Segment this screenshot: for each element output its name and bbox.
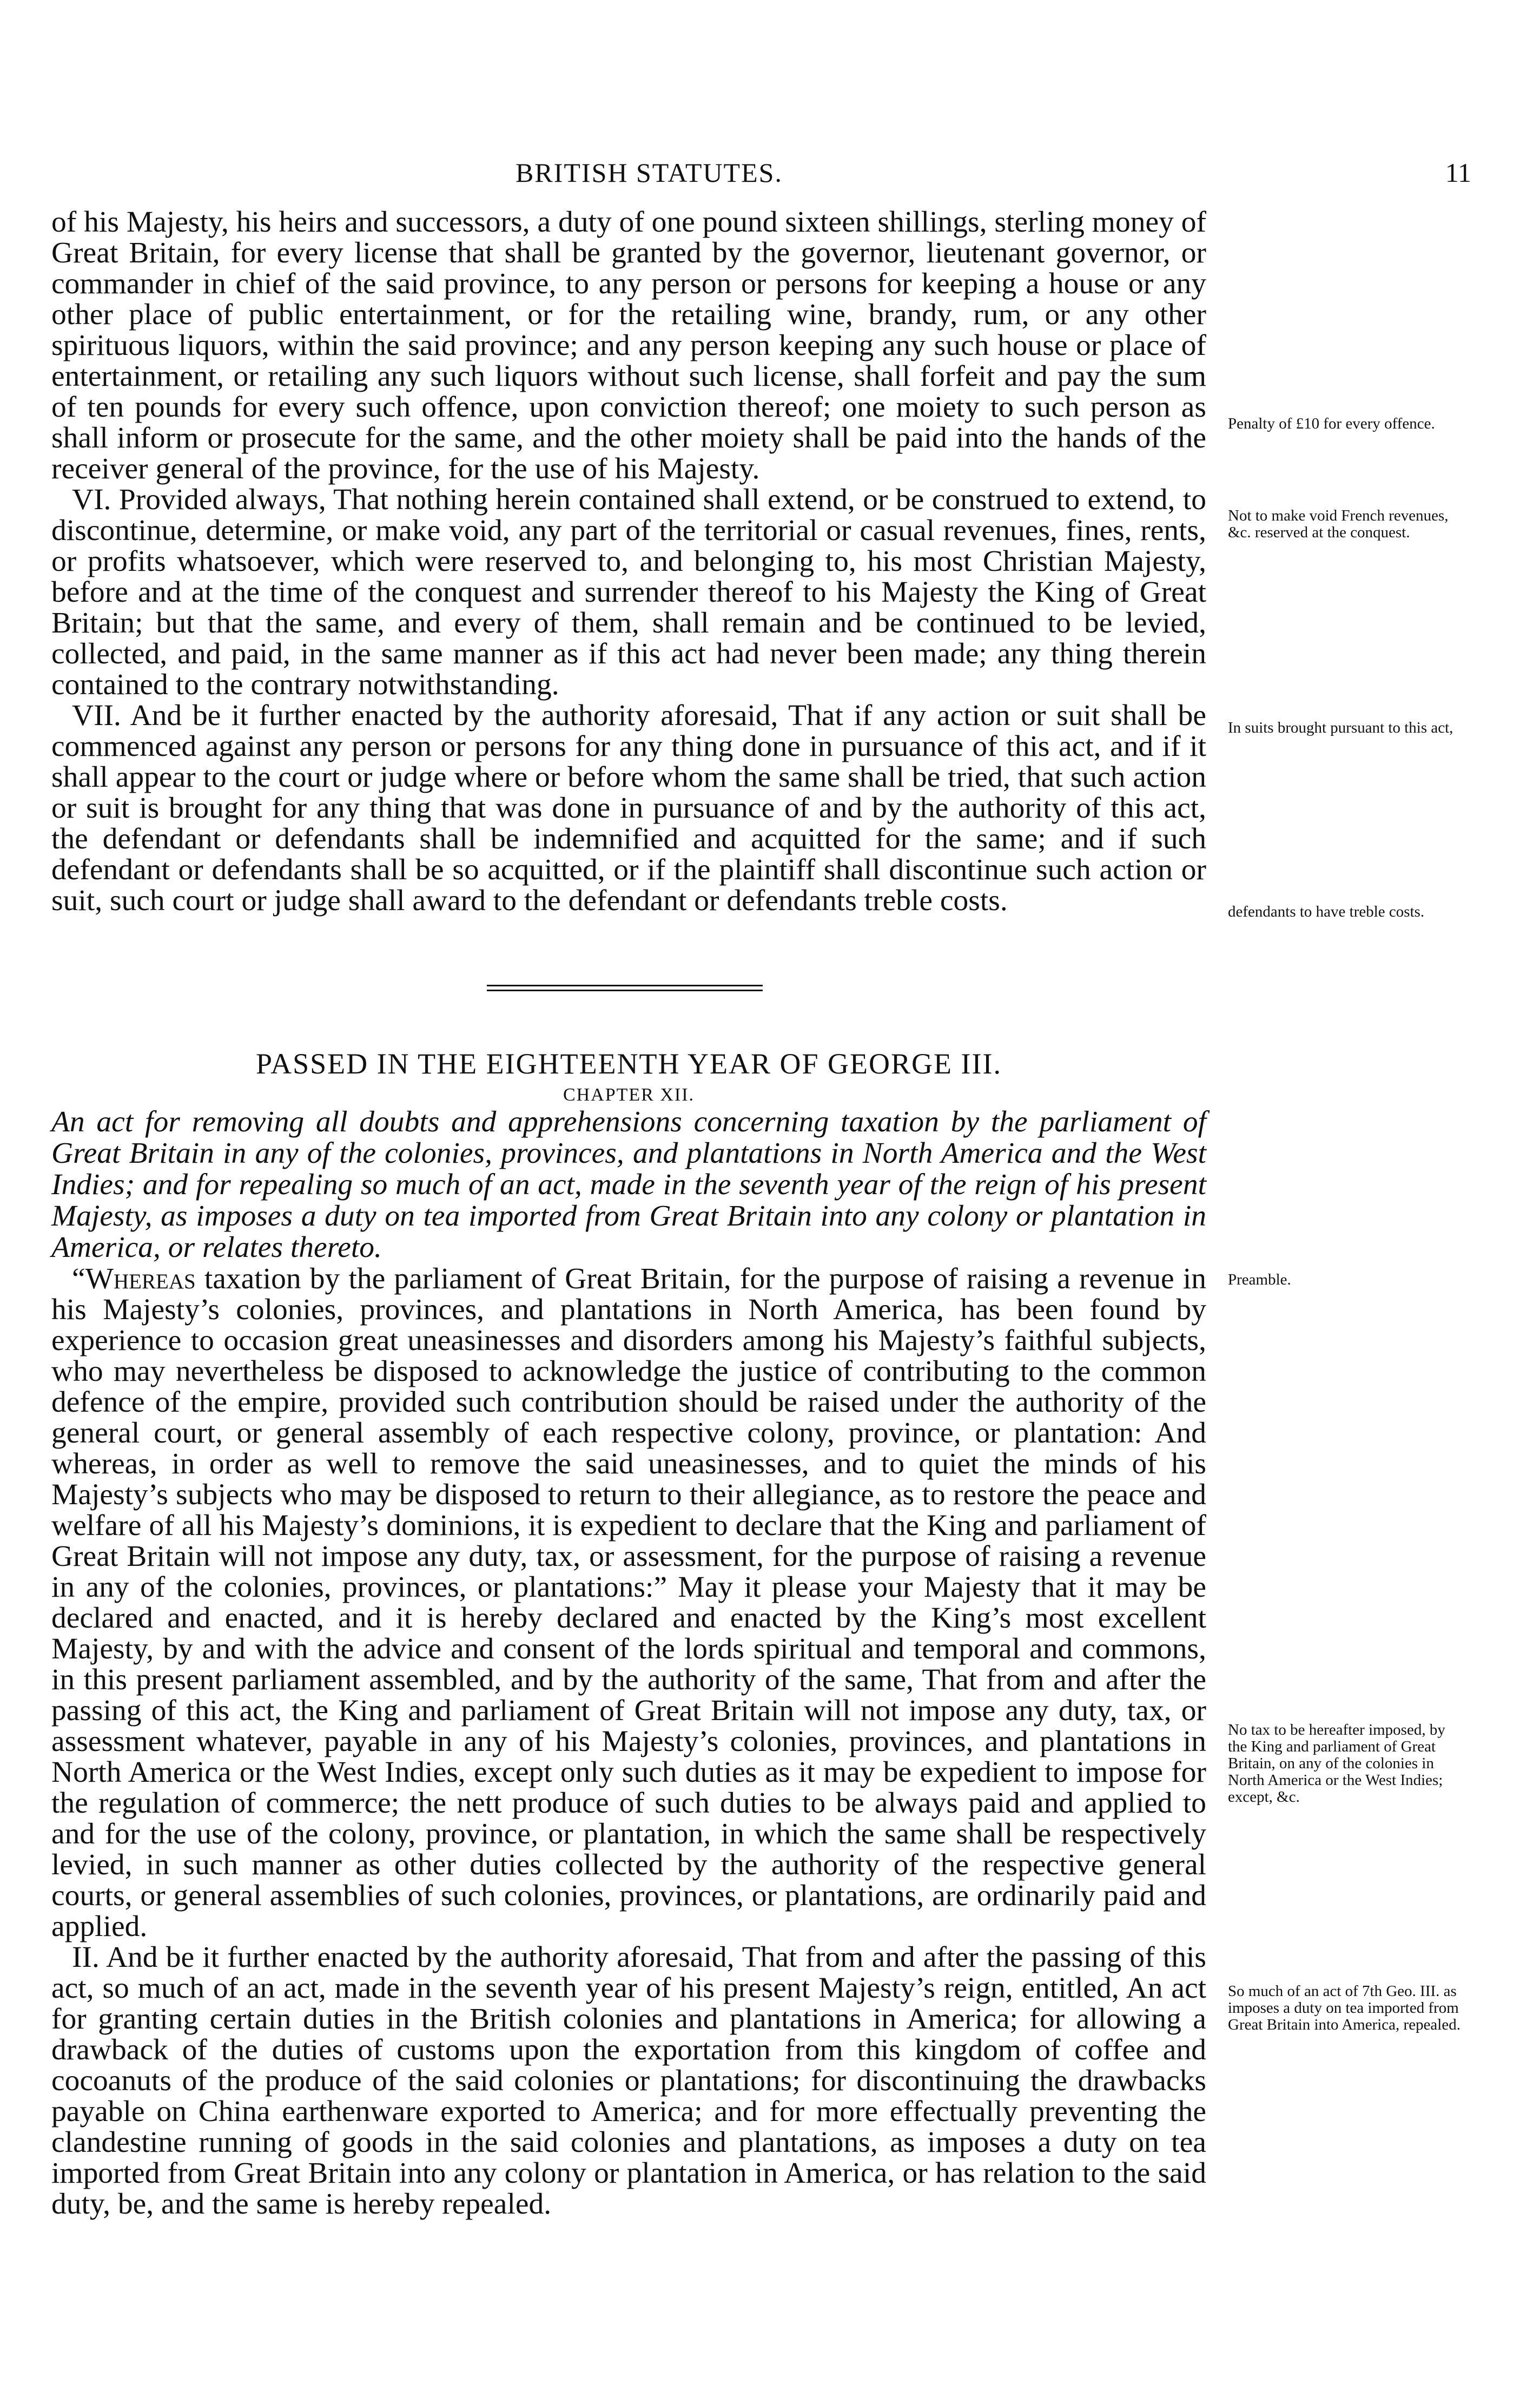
session-heading: PASSED IN THE EIGHTEENTH YEAR OF GEORGE III. xyxy=(256,1048,1002,1080)
margin-note-preamble: Preamble. xyxy=(1228,1271,1291,1288)
paragraph-continuation: of his Majesty, his heirs and successors, a duty of one pound sixteen shillings, sterling money of Great Britain, for every license that shall be granted by the governor, lieutenant governor, or commander in chief of the said province, to any person or persons for keeping a house or any other place of public entertainment, or for the retailing wine, brandy, rum, or any other spirituous liquors, within the said province; and any person keeping any such house or place of entertainment, or retailing any such liquors without such license, shall forfeit and pay the sum of ten pounds for every such offence, upon conviction thereof; one moiety to such person as shall inform or prosecute for the same, and the other moiety shall be paid into the hands of the receiver general of the province, for the use of his Majesty. xyxy=(51,206,1206,485)
preamble-lead-word: “Whereas xyxy=(72,1262,196,1295)
section-continuation xyxy=(51,207,1206,916)
running-header: BRITISH STATUTES. xyxy=(515,157,783,188)
margin-note-penalty: Penalty of £10 for every offence. xyxy=(1228,415,1435,432)
section-vii: VII. And be it further enacted by the authority aforesaid, That if any action or suit shall be commenced against any person or persons for any thing done in pursuance of this act, and if it shall appear to the court or judge where or before whom the same shall be tried, that such action or suit is brought for any thing that was done in pursuance of and by the authority of this act, the defendant or defendants shall be indemnified and acquitted for the same; and if such defendant or defendants shall be so acquitted, or if the plaintiff shall discontinue such action or suit, such court or judge shall award to the defendant or defendants treble costs. xyxy=(51,699,1206,917)
margin-note-suits: In suits brought pursuant to this act, xyxy=(1228,719,1453,736)
act-title: An act for removing all doubts and apprehensions concerning taxation by the parliament of Great Britain in any of the colonies, provinces, and plantations in North America and the West Indies; and for repealing so much of an act, made in the seventh year of the reign of his present Majesty, as imposes a duty on tea imported from Great Britain into any colony or plantation in America, or relates thereto. xyxy=(51,1105,1206,1264)
preamble-text: taxation by the parliament of Great Britain, for the purpose of raising a revenue in his Majesty’s colonies, provinces, and plantations in North America, has been found by experience to occasion great uneasinesses and disorders among his Majesty’s faithful subjects, who may nevertheless be disposed to acknowledge the justice of contributing to the common defence of the empire, provided such contribution should be raised under the authority of the general court, or general assembly of each respective colony, province, or plantation: And whereas, in order as well to remove the said uneasinesses, and to quiet the minds of his Majesty’s subjects who may be disposed to return to their allegiance, as to restore the peace and welfare of all his Majesty’s dominions, it is expedient to declare that the King and parliament of Great Britain will not impose any duty, tax, or assessment, for the purpose of raising a revenue in any of the colonies, provinces, or plantations:” May it please your Majesty that it may be declared and enacted, and it is hereby declared and enacted by the King’s most excellent Majesty, by and with the advice and consent of the lords spiritual and temporal and commons, in this present parliament assembled, and by the authority of the same, That from and after the passing of this act, the King and parliament of Great Britain will not impose any duty, tax, or assessment whatever, payable in any of his Majesty’s colonies, provinces, and plantations in North America or the West Indies, except only such duties as it may be expedient to impose for the regulation of commerce; the nett produce of such duties to be always paid and applied to and for the use of the colony, province, or plantation, in which the same shall be respectively levied, in such manner as other duties collected by the authority of the respective general courts, or general assemblies of such colonies, provinces, or plantations, are ordinarily paid and applied. xyxy=(51,1262,1206,1943)
margin-note-not-void: Not to make void French revenues, &c. reserved at the conquest. xyxy=(1228,507,1449,541)
act-body xyxy=(51,1263,1206,2219)
preamble-paragraph xyxy=(51,1263,1206,1942)
margin-note-treble-costs: defendants to have treble costs. xyxy=(1228,903,1425,920)
page-number: 11 xyxy=(1445,157,1471,188)
chapter-heading: CHAPTER XII. xyxy=(563,1085,695,1105)
margin-note-repealed: So much of an act of 7th Geo. III. as imposes a duty on tea imported from Great Britain into America, repealed. xyxy=(1228,1983,1460,2033)
section-vi: VI. Provided always, That nothing herein contained shall extend, or be construed to extend, to discontinue, determine, or make void, any part of the territorial or casual revenues, fines, rents, or profits whatsoever, which were reserved to, and belonging to, his most Christian Majesty, before and at the time of the conquest and surrender thereof to his Majesty the King of Great Britain; but that the same, and every of them, shall remain and be continued to be levied, collected, and paid, in the same manner as if this act had never been made; any thing therein contained to the contrary notwithstanding. xyxy=(51,483,1206,701)
section-ii: II. And be it further enacted by the authority aforesaid, That from and after the passing of this act, so much of an act, made in the seventh year of his present Majesty’s reign, entitled, An act for granting certain duties in the British colonies and plantations in America; for allowing a drawback of the duties of customs upon the exportation from this kingdom of coffee and cocoanuts of the produce of the said colonies or plantations; for discontinuing the drawbacks payable on China earthenware exported to America; and for more effectually preventing the clandestine running of goods in the said colonies and plantations, as imposes a duty on tea imported from Great Britain into any colony or plantation in America, or has relation to the said duty, be, and the same is hereby repealed. xyxy=(51,1941,1206,2221)
section-divider-rule xyxy=(487,985,763,991)
margin-note-no-tax: No tax to be hereafter imposed, by the King and parliament of Great Britain, on any of the colonies in North America or the West Indies; except, &c. xyxy=(1228,1721,1445,1806)
